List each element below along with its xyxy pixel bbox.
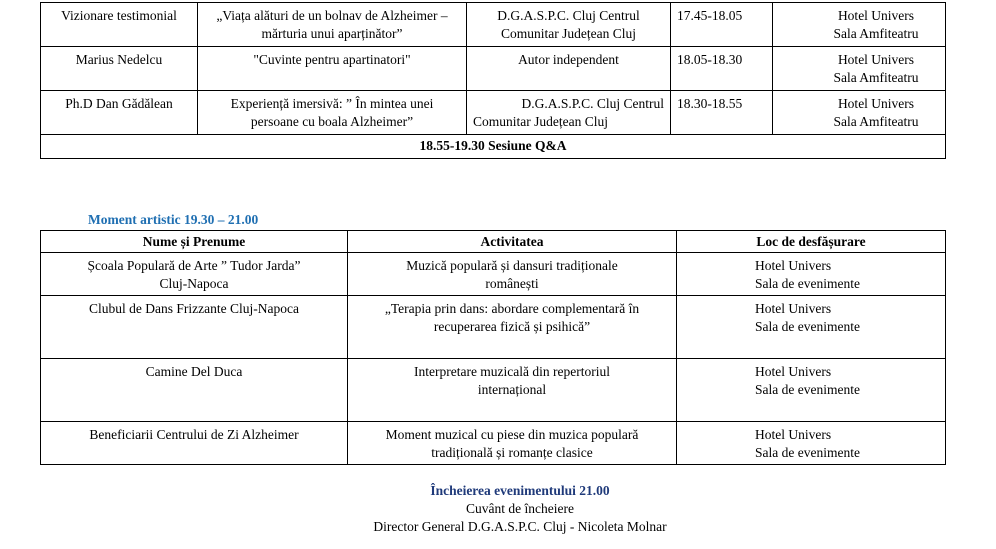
table-row [41,47,946,91]
location: Hotel Univers Sala de evenimente [677,359,946,422]
talk-title: „Viața alături de un bolnav de Alzheimer – mărturia unui aparținător” [198,3,467,47]
speaker-name: Vizionare testimonial [41,3,198,47]
organization: D.G.A.S.P.C. Cluj Centrul Comunitar Județean Cluj [467,3,671,47]
table-row [41,91,946,135]
column-header: Activitatea [348,231,677,253]
closing-line: Cuvânt de încheiere [466,501,574,516]
talk-title: Experiență imersivă: ” În mintea unei persoane cu boala Alzheimer” [198,91,467,135]
performer-name: Școala Populară de Arte ” Tudor Jarda” Cluj-Napoca [41,253,348,296]
qa-session: 18.55-19.30 Sesiune Q&A [41,135,946,159]
table-row [41,422,946,465]
location: Hotel Univers Sala de evenimente [677,422,946,465]
column-header: Nume și Prenume [41,231,348,253]
organization: D.G.A.S.P.C. Cluj Centrul Comunitar Județean Cluj [467,91,671,135]
speaker-name: Marius Nedelcu [41,47,198,91]
program-table [40,2,946,159]
qa-row [41,135,946,159]
talk-title: "Cuvinte pentru apartinatori" [198,47,467,91]
column-header: Loc de desfășurare [677,231,946,253]
activity: Moment muzical cu piese din muzica populară tradițională și romanțe clasice [348,422,677,465]
location: Hotel Univers Sala de evenimente [677,296,946,359]
location: Hotel Univers Sala Amfiteatru [773,91,946,135]
activity: Muzică populară și dansuri tradiționale românești [348,253,677,296]
time-slot: 17.45-18.05 [671,3,773,47]
activity: Interpretare muzicală din repertoriul internațional [348,359,677,422]
organization: Autor independent [467,47,671,91]
table-row [41,3,946,47]
table-row [41,253,946,296]
performer-name: Clubul de Dans Frizzante Cluj-Napoca [41,296,348,359]
table-row [41,359,946,422]
artistic-table [40,230,946,465]
activity: „Terapia prin dans: abordare complementară în recuperarea fizică și psihică” [348,296,677,359]
location: Hotel Univers Sala Amfiteatru [773,3,946,47]
table-header-row [41,231,946,253]
location: Hotel Univers Sala de evenimente [677,253,946,296]
section-heading: Moment artistic 19.30 – 21.00 [88,212,259,227]
table-row [41,296,946,359]
performer-name: Camine Del Duca [41,359,348,422]
closing-line: Director General D.G.A.S.P.C. Cluj - Nicoleta Molnar [373,519,667,534]
location: Hotel Univers Sala Amfiteatru [773,47,946,91]
closing-title: Încheierea evenimentului 21.00 [430,483,610,498]
performer-name: Beneficiarii Centrului de Zi Alzheimer [41,422,348,465]
closing-section [0,482,996,536]
speaker-name: Ph.D Dan Gădălean [41,91,198,135]
time-slot: 18.30-18.55 [671,91,773,135]
time-slot: 18.05-18.30 [671,47,773,91]
